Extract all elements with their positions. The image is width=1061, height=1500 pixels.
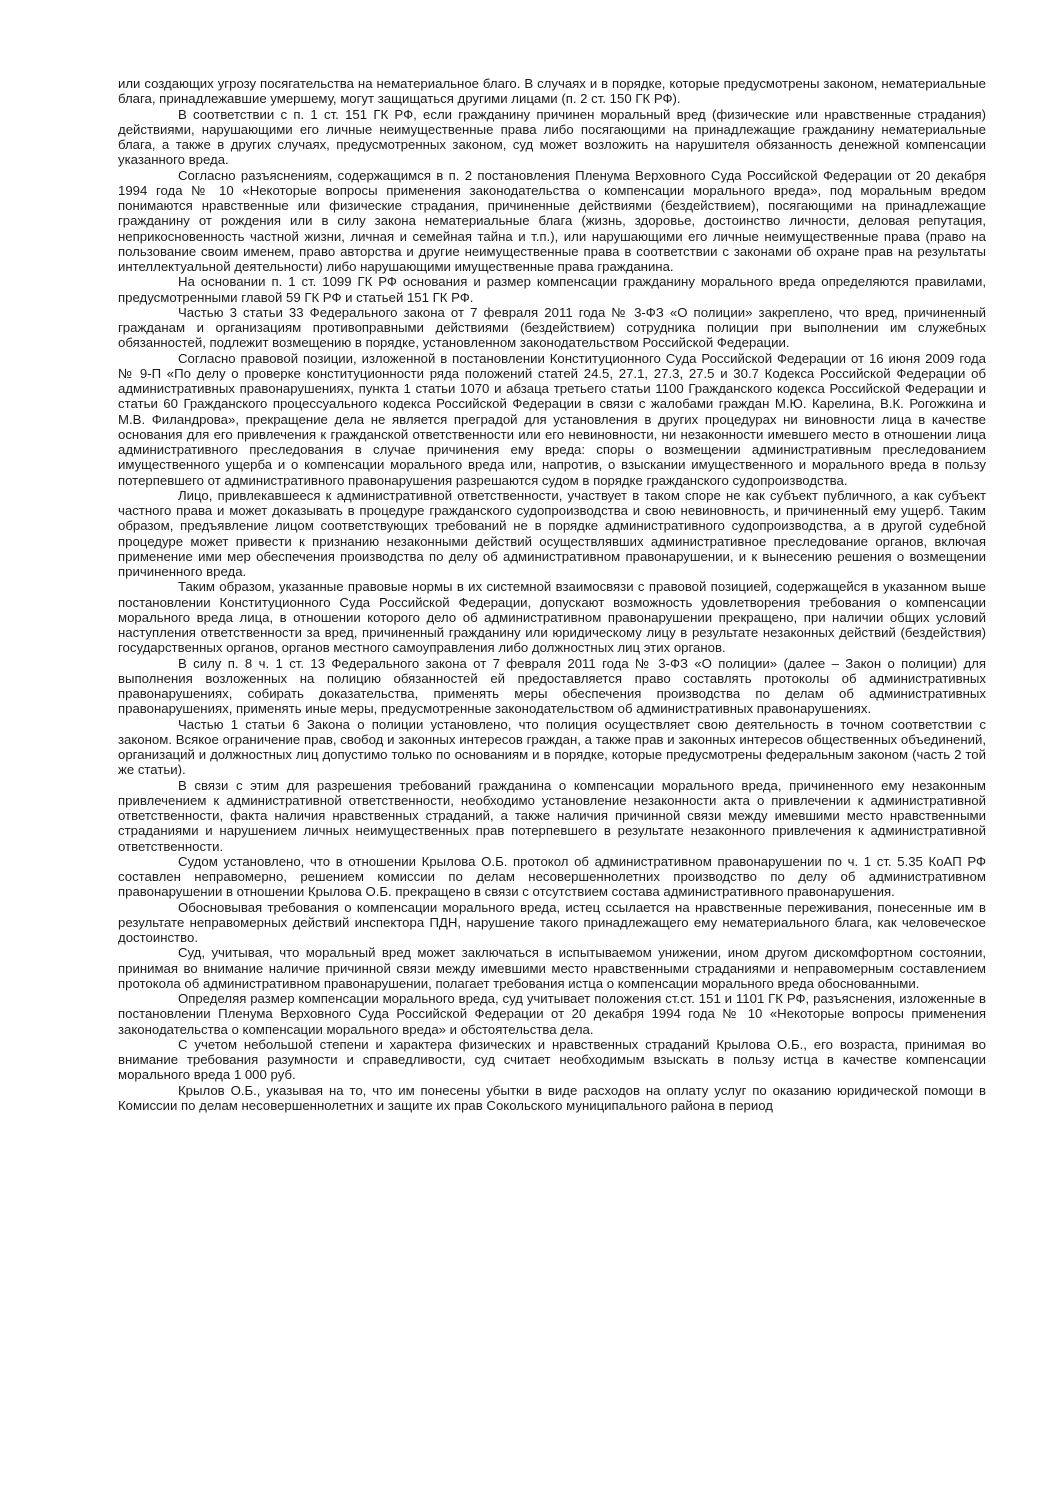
paragraph-9: В силу п. 8 ч. 1 ст. 13 Федерального закона от 7 февраля 2011 года № 3-ФЗ «О полиции» (далее – Закон о полиции) для выполнения возложенных на полицию обязанностей ей предоставляется право составлять протоколы об административных правонарушениях, собирать доказательства, применять меры обеспечения производства по делам об административных правонарушениях, применять иные меры, предусмотренные законодательством об административных правонарушениях. — [118, 655, 986, 717]
paragraph-17: Крылов О.Б., указывая на то, что им понесены убытки в виде расходов на оплату услуг по оказанию юридической помощи в Комиссии по делам несовершеннолетних и защите их прав Сокольского муниципального района в период — [118, 1082, 986, 1113]
paragraph-3: Согласно разъяснениям, содержащимся в п. 2 постановления Пленума Верховного Суда Российской Федерации от 20 декабря 1994 года № 10 «Некоторые вопросы применения законодательства о компенсации морального вреда», под моральным вредом понимаются нравственные или физические страдания, причиненные действиями (бездействием), посягающими на принадлежащие гражданину от рождения или в силу закона нематериальные блага (жизнь, здоровье, достоинство личности, деловая репутация, неприкосновенность частной жизни, личная и семейная тайна и т.п.), или нарушающими его личные неимущественные права (право на пользование своим именем, право авторства и другие неимущественные права в соответствии с законами об охране прав на результаты интеллектуальной деятельности) либо нарушающими имущественные права гражданина. — [118, 167, 986, 274]
paragraph-15: Определяя размер компенсации морального вреда, суд учитывает положения ст.ст. 151 и 1101 ГК РФ, разъяснения, изложенные в постановлении Пленума Верховного Суда Российской Федерации от 20 декабря 1994 года № 10 «Некоторые вопросы применения законодательства о компенсации морального вреда» и обстоятельства дела. — [118, 991, 986, 1037]
paragraph-1: или создающих угрозу посягательства на нематериальное благо. В случаях и в порядке, которые предусмотрены законом, нематериальные блага, принадлежавшие умершему, могут защищаться другими лицами (п. 2 ст. 150 ГК РФ). — [118, 76, 986, 107]
paragraph-7: Лицо, привлекавшееся к административной ответственности, участвует в таком споре не как субъект публичного, а как субъект частного права и может доказывать в процедуре гражданского судопроизводства и свою невиновность, и причиненный ему ущерб. Таким образом, предъявление лицом соответствующих требований не в порядке административного судопроизводства, а в другой судебной процедуре может привести к признанию незаконными действий осуществлявших административное преследование органов, включая применение ими мер обеспечения производства по делу об административном правонарушении, и к вынесению решения о возмещении причиненного вреда. — [118, 487, 986, 579]
paragraph-8: Таким образом, указанные правовые нормы в их системной взаимосвязи с правовой позицией, содержащейся в указанном выше постановлении Конституционного Суда Российской Федерации, допускают возможность удовлетворения требования о компенсации морального вреда лица, в отношении которого дело об административном правонарушении прекращено, при наличии общих условий наступления ответственности за вред, причиненный гражданину или юридическому лицу в результате незаконных действий (бездействия) государственных органов, органов местного самоуправления либо должностных лиц этих органов. — [118, 579, 986, 656]
paragraph-6: Согласно правовой позиции, изложенной в постановлении Конституционного Суда Российской Федерации от 16 июня 2009 года № 9-П «По делу о проверке конституционности ряда положений статей 24.5, 27.1, 27.3, 27.5 и 30.7 Кодекса Российской Федерации об административных правонарушениях, пункта 1 статьи 1070 и абзаца третьего статьи 1100 Гражданского кодекса Российской Федерации и статьи 60 Гражданского процессуального кодекса Российской Федерации в связи с жалобами граждан М.Ю. Карелина, В.К. Рогожкина и М.В. Филандрова», прекращение дела не является преградой для установления в других процедурах ни виновности лица в качестве основания для его привлечения к гражданской ответственности или его невиновности, ни незаконности имевшего место в отношении лица административного преследования в случае причинения ему вреда: споры о возмещении административным преследованием имущественного ущерба и о компенсации морального вреда или, напротив, о взыскании имущественного и морального вреда в пользу потерпевшего от административного правонарушения разрешаются судом в порядке гражданского судопроизводства. — [118, 350, 986, 488]
paragraph-2: В соответствии с п. 1 ст. 151 ГК РФ, если гражданину причинен моральный вред (физические или нравственные страдания) действиями, нарушающими его личные неимущественные права либо посягающими на принадлежащие гражданину нематериальные блага, а также в других случаях, предусмотренных законом, суд может возложить на нарушителя обязанность денежной компенсации указанного вреда. — [118, 106, 986, 168]
paragraph-5: Частью 3 статьи 33 Федерального закона от 7 февраля 2011 года № 3-ФЗ «О полиции» закреплено, что вред, причиненный гражданам и организациям противоправными действиями (бездействием) сотрудника полиции при выполнении им служебных обязанностей, подлежит возмещению в порядке, установленном законодательством Российской Федерации. — [118, 304, 986, 351]
document-body — [118, 76, 986, 1113]
paragraph-11: В связи с этим для разрешения требований гражданина о компенсации морального вреда, причиненного ему незаконным привлечением к административной ответственности, необходимо установление незаконности акта о привлечении к административной ответственности, факта наличия нравственных страданий, а также наличия причинной связи между имевшими место нравственными страданиями и нарушением личных неимущественных прав потерпевшего в результате незаконного привлечения к административной ответственности. — [118, 777, 986, 854]
paragraph-14: Суд, учитывая, что моральный вред может заключаться в испытываемом унижении, ином другом дискомфортном состоянии, принимая во внимание наличие причинной связи между имевшими место нравственными страданиями и неправомерным составлением протокола об административном правонарушении, полагает требования истца о компенсации морального вреда обоснованными. — [118, 945, 986, 991]
paragraph-10: Частью 1 статьи 6 Закона о полиции установлено, что полиция осуществляет свою деятельность в точном соответствии с законом. Всякое ограничение прав, свобод и законных интересов граждан, а также прав и законных интересов общественных объединений, организаций и должностных лиц допустимо только по основаниям и в порядке, которые предусмотрены федеральным законом (часть 2 той же статьи). — [118, 716, 986, 778]
paragraph-12: Судом установлено, что в отношении Крылова О.Б. протокол об административном правонарушении по ч. 1 ст. 5.35 КоАП РФ составлен неправомерно, решением комиссии по делам несовершеннолетних производство по делу об административном правонарушении в отношении Крылова О.Б. прекращено в связи с отсутствием состава административного правонарушения. — [118, 853, 986, 900]
paragraph-4: На основании п. 1 ст. 1099 ГК РФ основания и размер компенсации гражданину морального вреда определяются правилами, предусмотренными главой 59 ГК РФ и статьей 151 ГК РФ. — [118, 274, 986, 305]
paragraph-16: С учетом небольшой степени и характера физических и нравственных страданий Крылова О.Б., его возраста, принимая во внимание требования разумности и справедливости, суд считает необходимым взыскать в пользу истца в качестве компенсации морального вреда 1 000 руб. — [118, 1036, 986, 1083]
paragraph-13: Обосновывая требования о компенсации морального вреда, истец ссылается на нравственные переживания, понесенные им в результате неправомерных действий инспектора ПДН, нарушение такого принадлежащего ему нематериального блага, как человеческое достоинство. — [118, 899, 986, 945]
